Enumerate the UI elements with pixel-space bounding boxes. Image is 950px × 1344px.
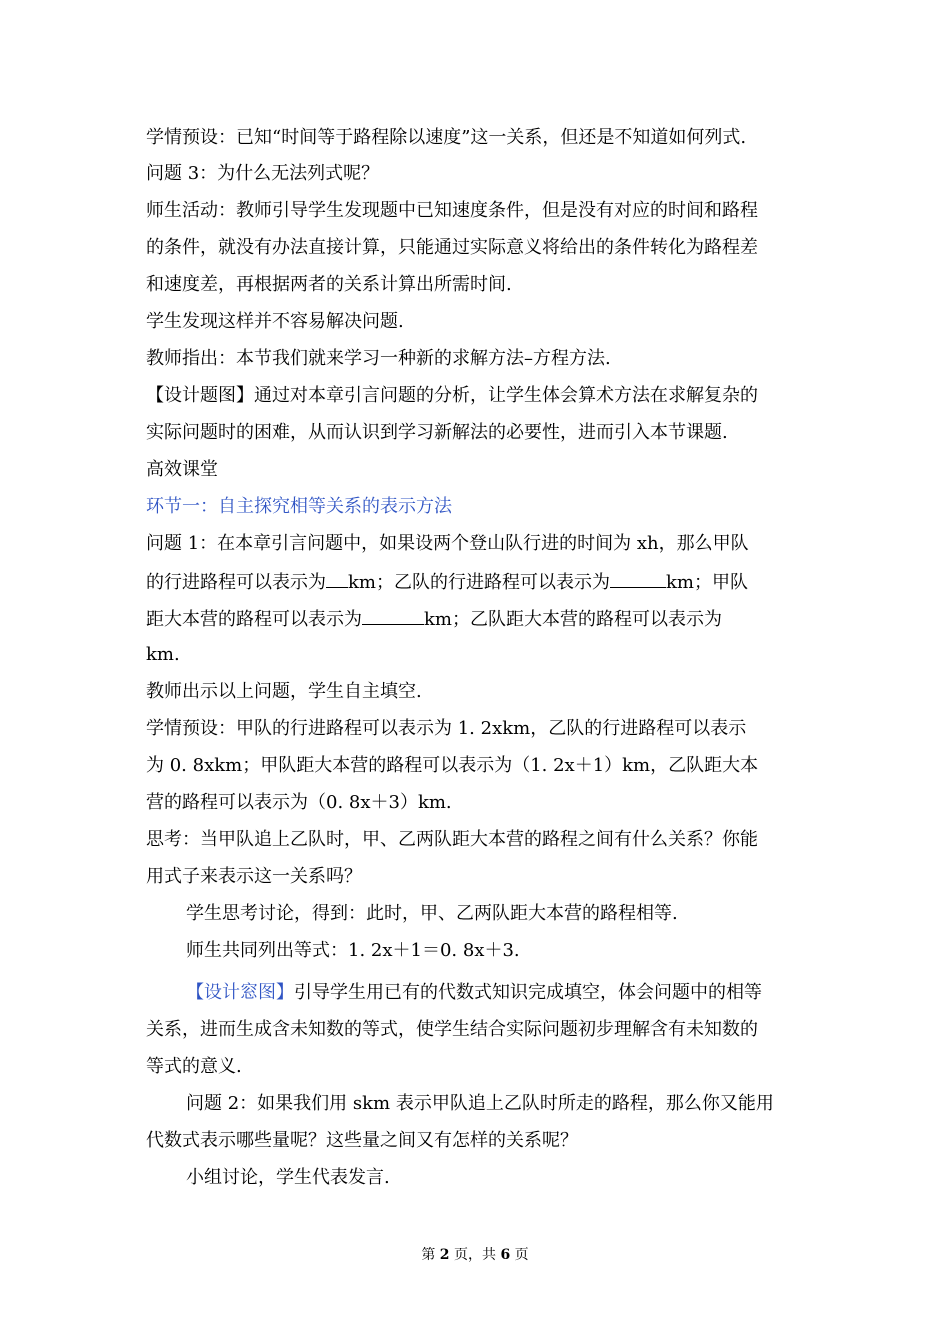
section-heading: 高效课堂 xyxy=(146,459,218,480)
paragraph-line: 关系，进而生成含未知数的等式，使学生结合实际问题初步理解含有未知数的 xyxy=(146,1019,758,1040)
paragraph-line: 学生思考讨论，得到：此时，甲、乙两队距大本营的路程相等. xyxy=(186,903,678,924)
page-footer xyxy=(0,1246,950,1264)
text-run: km；乙队的行进路程可以表示为 xyxy=(348,572,610,593)
text-run: 的行进路程可以表示为 xyxy=(146,572,326,593)
footer-text: 第 xyxy=(421,1247,440,1263)
paragraph-line xyxy=(146,569,748,595)
footer-text: 页 xyxy=(510,1247,529,1263)
design-intent-line: 【设计题图】通过对本章引言问题的分析，让学生体会算术方法在求解复杂的 xyxy=(146,385,758,406)
paragraph-line: 师生活动：教师引导学生发现题中已知速度条件，但是没有对应的时间和路程 xyxy=(146,200,758,221)
paragraph-line: 问题 1：在本章引言问题中，如果设两个登山队行进的时间为 xh，那么甲队 xyxy=(146,533,749,554)
paragraph-line xyxy=(186,981,762,1005)
text-run: km；甲队 xyxy=(665,572,748,593)
paragraph-line: 为 0. 8xkm；甲队距大本营的路程可以表示为（1. 2x＋1）km，乙队距大本 xyxy=(146,755,759,776)
page-number: 2 xyxy=(439,1247,450,1263)
total-pages: 6 xyxy=(500,1247,511,1263)
text-run: 引导学生用已有的代数式知识完成填空，体会问题中的相等 xyxy=(294,982,762,1003)
text-run: km；乙队距大本营的路程可以表示为 xyxy=(424,609,722,630)
paragraph-line: 代数式表示哪些量呢？这些量之间又有怎样的关系呢？ xyxy=(146,1130,578,1151)
paragraph-line: 学情预设：甲队的行进路程可以表示为 1. 2xkm，乙队的行进路程可以表示 xyxy=(146,718,747,739)
design-intent-label: 【设计窓图】 xyxy=(186,982,294,1003)
paragraph-line: 和速度差，再根据两者的关系计算出所需时间. xyxy=(146,274,512,295)
paragraph-line xyxy=(146,606,722,632)
paragraph-line: 小组讨论，学生代表发言. xyxy=(186,1167,390,1188)
paragraph-line: 实际问题时的困难，从而认识到学习新解法的必要性，进而引入本节课题. xyxy=(146,422,728,443)
stage-heading: 环节一：自主探究相等关系的表示方法 xyxy=(146,496,452,517)
footer-text: 页，共 xyxy=(449,1247,501,1263)
text-run: 距大本营的路程可以表示为 xyxy=(146,609,362,630)
paragraph-line: 用式子来表示这一关系吗？ xyxy=(146,866,362,887)
paragraph-line: 学生发现这样并不容易解决问题. xyxy=(146,311,404,332)
paragraph-line: 营的路程可以表示为（0. 8x＋3）km. xyxy=(146,792,452,813)
equation-line: 师生共同列出等式：1. 2x＋1＝0. 8x＋3. xyxy=(186,940,520,961)
paragraph-line: 问题 3：为什么无法列式呢？ xyxy=(146,163,380,184)
paragraph-line: 教师指出：本节我们就来学习一种新的求解方法–方程方法. xyxy=(146,348,611,369)
paragraph-line: 的条件，就没有办法直接计算，只能通过实际意义将给出的条件转化为路程差 xyxy=(146,237,758,258)
paragraph-line: km. xyxy=(146,644,180,665)
paragraph-line: 思考：当甲队追上乙队时，甲、乙两队距大本营的路程之间有什么关系？你能 xyxy=(146,829,758,850)
fill-blank xyxy=(362,606,424,625)
paragraph-line: 问题 2：如果我们用 skm 表示甲队追上乙队时所走的路程，那么你又能用 xyxy=(186,1093,774,1114)
paragraph-line: 教师出示以上问题，学生自主填空. xyxy=(146,681,422,702)
fill-blank xyxy=(326,569,348,588)
paragraph-line: 等式的意义. xyxy=(146,1056,242,1077)
paragraph-line: 学情预设：已知“时间等于路程除以速度”这一关系，但还是不知道如何列式. xyxy=(146,127,747,148)
fill-blank xyxy=(610,569,666,588)
